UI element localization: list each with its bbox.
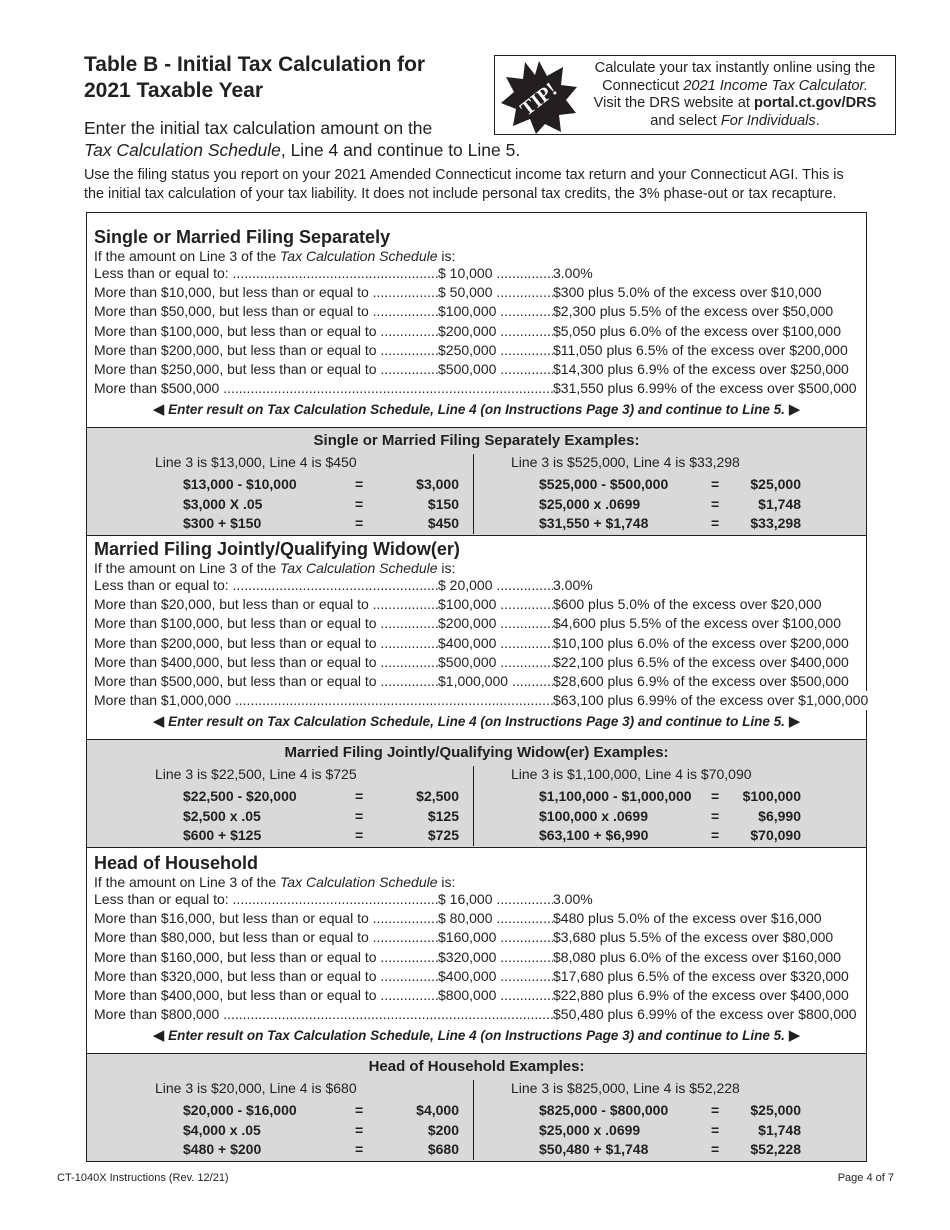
- equals-sign: =: [711, 1102, 720, 1118]
- example-expression: $25,000 x .0699: [539, 1121, 641, 1138]
- bracket-description: More than $200,000, but less than or equal to .....: [94, 634, 438, 653]
- example-result: $2,500: [416, 788, 459, 804]
- section-intro-prefix: If the amount on Line 3 of the: [94, 560, 281, 576]
- example-line: [539, 1121, 799, 1140]
- bracket-description: More than $20,000, but less than or equal to .....: [94, 595, 438, 614]
- rate-row: [94, 341, 866, 360]
- tip-website-link[interactable]: portal.ct.gov/DRS: [753, 95, 877, 111]
- rate-row: [94, 379, 866, 398]
- bracket-amount: $500,000 .....: [438, 653, 553, 672]
- example-subtitle: Line 3 is $20,000, Line 4 is $680: [155, 1080, 357, 1096]
- section-intro-italic: Tax Calculation Schedule: [280, 874, 438, 890]
- bracket-description: Less than or equal to: .....: [94, 890, 438, 909]
- title-line-2: 2021 Taxable Year: [84, 79, 264, 102]
- example-line: [183, 1140, 459, 1159]
- section-intro: [94, 248, 455, 265]
- equals-sign: =: [355, 515, 364, 531]
- tip-text: [579, 60, 891, 130]
- example-result: $33,298: [750, 515, 801, 531]
- section-intro-prefix: If the amount on Line 3 of the: [94, 874, 281, 890]
- section-intro-italic: Tax Calculation Schedule: [280, 248, 438, 264]
- rate-row: [94, 1005, 866, 1024]
- bracket-tax: $3,680 plus 5.5% of the excess over $80,000: [553, 929, 834, 946]
- examples-divider: [473, 1080, 474, 1160]
- example-result: $1,748: [758, 495, 801, 512]
- example-line: [539, 1101, 799, 1120]
- bracket-description: More than $16,000, but less than or equal to .....: [94, 909, 438, 928]
- bracket-description: More than $250,000, but less than or equal to .....: [94, 360, 438, 379]
- bracket-tax: $11,050 plus 6.5% of the excess over $200,000: [553, 341, 848, 358]
- section-intro: [94, 560, 455, 577]
- example-expression: $25,000 x .0699: [539, 495, 641, 512]
- arrow-left-icon: ◀: [152, 401, 165, 418]
- example-expression: $50,480 + $1,748: [539, 1141, 649, 1157]
- bracket-description: More than $50,000, but less than or equal to .....: [94, 302, 438, 321]
- enter-note-line-1: Enter the initial tax calculation amount on the: [84, 118, 433, 138]
- example-expression: $22,500 - $20,000: [183, 788, 297, 804]
- arrow-right-icon: ▶: [788, 713, 801, 730]
- bracket-tax: $5,050 plus 6.0% of the excess over $100,000: [553, 322, 841, 339]
- example-line: [183, 807, 459, 826]
- bracket-tax: $600 plus 5.0% of the excess over $20,000: [553, 596, 822, 613]
- bracket-tax: $63,100 plus 6.99% of the excess over $1,000,000: [553, 692, 869, 709]
- section-intro-suffix: is:: [437, 874, 456, 890]
- enter-result-note: [86, 1027, 867, 1045]
- example-expression: $4,000 x .05: [183, 1121, 261, 1138]
- page-title: [84, 52, 425, 104]
- bracket-description: More than $400,000, but less than or equal to .....: [94, 986, 438, 1005]
- rate-row: [94, 909, 866, 928]
- examples-divider: [473, 454, 474, 534]
- bracket-tax: $22,880 plus 6.9% of the excess over $400,000: [553, 987, 849, 1003]
- equals-sign: =: [711, 476, 720, 492]
- example-subtitle: Line 3 is $22,500, Line 4 is $725: [155, 766, 357, 782]
- tip-box: [494, 55, 896, 135]
- example-result: $100,000: [742, 788, 801, 804]
- bracket-amount: $200,000 .....: [438, 614, 553, 633]
- bracket-tax: $10,100 plus 6.0% of the excess over $200,000: [553, 634, 849, 651]
- section-title: Married Filing Jointly/Qualifying Widow(er): [94, 539, 460, 559]
- rate-row: [94, 967, 866, 986]
- tip-line-1: Calculate your tax instantly online using the: [594, 60, 876, 76]
- bracket-amount: $400,000 .....: [438, 634, 553, 653]
- examples-title: Head of Household Examples:: [368, 1058, 585, 1075]
- example-result: $25,000: [750, 1102, 801, 1118]
- example-result: $680: [427, 1141, 459, 1157]
- bracket-amount: $ 80,000 .....: [438, 909, 553, 928]
- bracket-tax: $4,600 plus 5.5% of the excess over $100,000: [553, 615, 841, 632]
- tip-line-2: [579, 78, 891, 96]
- rate-row: [94, 634, 866, 653]
- examples-panel: [87, 427, 866, 536]
- bracket-amount: $100,000 .....: [438, 302, 553, 321]
- bracket-description: More than $160,000, but less than or equal to .....: [94, 948, 438, 967]
- arrow-left-icon: ◀: [152, 713, 165, 730]
- bracket-tax: $480 plus 5.0% of the excess over $16,000: [553, 910, 822, 927]
- example-expression: $2,500 x .05: [183, 807, 261, 824]
- tip-line-4-prefix: and select: [650, 112, 721, 129]
- bracket-tax: 3.00%: [553, 265, 593, 281]
- example-line: [183, 826, 459, 845]
- tip-line-4-suffix: .: [815, 112, 820, 129]
- intro-line-2: the initial tax calculation of your tax liability. It does not include personal tax credits, the 3% phase-out or tax recapture.: [84, 186, 837, 202]
- bracket-tax: 3.00%: [553, 891, 593, 907]
- example-line: [539, 514, 799, 533]
- enter-result-note: [86, 401, 867, 419]
- example-expression: $3,000 X .05: [183, 495, 263, 512]
- equals-sign: =: [355, 495, 364, 512]
- example-result: $1,748: [758, 1121, 801, 1138]
- bracket-tax: $17,680 plus 6.5% of the excess over $320,000: [553, 967, 849, 984]
- example-line: [183, 475, 459, 494]
- arrow-left-icon: ◀: [152, 1027, 165, 1044]
- example-expression: $600 + $125: [183, 827, 262, 843]
- bracket-amount: $ 50,000 .....: [438, 283, 553, 302]
- bracket-description: More than $10,000, but less than or equal to .....: [94, 283, 438, 302]
- equals-sign: =: [355, 788, 364, 804]
- bracket-tax: 3.00%: [553, 577, 593, 593]
- rate-row: [94, 890, 866, 909]
- bracket-tax: $50,480 plus 6.99% of the excess over $800,000: [553, 1006, 857, 1023]
- example-result: $4,000: [416, 1102, 459, 1118]
- tip-line-2-prefix: Connecticut: [602, 77, 684, 94]
- example-line: [539, 1140, 799, 1159]
- enter-note-suffix: , Line 4 and continue to Line 5.: [280, 140, 521, 160]
- examples-panel: [87, 739, 866, 848]
- enter-note-line-2: [84, 139, 520, 161]
- example-subtitle: Line 3 is $525,000, Line 4 is $33,298: [511, 454, 740, 470]
- example-result: $125: [427, 807, 459, 824]
- arrow-right-icon: ▶: [788, 1027, 801, 1044]
- section-title: Head of Household: [94, 853, 259, 873]
- bracket-description: More than $400,000, but less than or equal to .....: [94, 653, 438, 672]
- bracket-amount: $ 20,000 .....: [438, 576, 553, 595]
- example-subtitle: Line 3 is $1,100,000, Line 4 is $70,090: [511, 766, 752, 782]
- bracket-description: More than $80,000, but less than or equal to .....: [94, 928, 438, 947]
- rate-row: [94, 595, 866, 614]
- bracket-amount: $ 16,000 .....: [438, 890, 553, 909]
- bracket-amount: $250,000 .....: [438, 341, 553, 360]
- bracket-description: More than $500,000, but less than or equal to .....: [94, 672, 438, 691]
- equals-sign: =: [355, 807, 364, 824]
- equals-sign: =: [355, 827, 364, 843]
- example-line: [183, 787, 459, 806]
- bracket-amount: $400,000 .....: [438, 967, 553, 986]
- tip-calculator-name: 2021 Income Tax Calculator.: [683, 77, 868, 94]
- bracket-amount: $500,000 .....: [438, 360, 553, 379]
- bracket-amount: $1,000,000 .....: [438, 672, 553, 691]
- bracket-description: More than $100,000, but less than or equal to .....: [94, 322, 438, 341]
- equals-sign: =: [355, 1102, 364, 1118]
- example-expression: $100,000 x .0699: [539, 807, 648, 824]
- rate-row: [94, 691, 869, 710]
- intro-line-1: Use the filing status you report on your 2021 Amended Connecticut income tax return and your Connecticut AGI. This is: [84, 167, 844, 183]
- example-line: [539, 475, 799, 494]
- bracket-description: More than $320,000, but less than or equal to .....: [94, 967, 438, 986]
- arrow-right-icon: ▶: [788, 401, 801, 418]
- enter-note: [84, 117, 520, 161]
- bracket-amount: $800,000 .....: [438, 986, 553, 1005]
- equals-sign: =: [711, 827, 720, 843]
- bracket-tax: $8,080 plus 6.0% of the excess over $160,000: [553, 948, 841, 965]
- example-expression: $480 + $200: [183, 1141, 262, 1157]
- rate-row: [94, 576, 866, 595]
- bracket-amount: $200,000 .....: [438, 322, 553, 341]
- bracket-tax: $2,300 plus 5.5% of the excess over $50,000: [553, 303, 834, 320]
- tip-line-3: [579, 95, 891, 113]
- title-line-1: Table B - Initial Tax Calculation for: [84, 53, 426, 76]
- examples-panel: [87, 1053, 866, 1162]
- rate-row: [94, 283, 866, 302]
- rate-row: [94, 614, 866, 633]
- example-expression: $13,000 - $10,000: [183, 476, 297, 492]
- bracket-description: More than $500,000 .....: [94, 379, 553, 398]
- footer-page-number: Page 4 of 7: [837, 1172, 894, 1184]
- examples-title: Single or Married Filing Separately Examples:: [313, 432, 640, 449]
- example-expression: $20,000 - $16,000: [183, 1102, 297, 1118]
- tip-line-4: [579, 113, 891, 131]
- equals-sign: =: [355, 1141, 364, 1157]
- section-intro: [94, 874, 455, 891]
- example-line: [183, 514, 459, 533]
- equals-sign: =: [355, 1121, 364, 1138]
- example-expression: $525,000 - $500,000: [539, 476, 669, 492]
- rate-row: [94, 928, 866, 947]
- tip-star-icon: [499, 59, 579, 135]
- bracket-tax: $14,300 plus 6.9% of the excess over $250,000: [553, 361, 849, 377]
- equals-sign: =: [711, 788, 720, 804]
- bracket-description: More than $800,000 .....: [94, 1005, 553, 1024]
- example-expression: $1,100,000 - $1,000,000: [539, 788, 692, 804]
- section-intro-suffix: is:: [437, 248, 456, 264]
- equals-sign: =: [711, 515, 720, 531]
- example-result: $3,000: [416, 476, 459, 492]
- bracket-description: More than $1,000,000 .....: [94, 691, 553, 710]
- example-subtitle: Line 3 is $825,000, Line 4 is $52,228: [511, 1080, 740, 1096]
- enter-result-note: [86, 713, 867, 731]
- example-result: $150: [427, 495, 459, 512]
- example-line: [183, 1101, 459, 1120]
- example-line: [539, 787, 799, 806]
- example-result: $25,000: [750, 476, 801, 492]
- examples-title: Married Filing Jointly/Qualifying Widow(er) Examples:: [284, 744, 669, 761]
- example-line: [183, 495, 459, 514]
- example-line: [539, 495, 799, 514]
- rate-row: [94, 264, 866, 283]
- bracket-tax: $31,550 plus 6.99% of the excess over $500,000: [553, 380, 857, 397]
- tip-badge-text: TIP!: [516, 78, 562, 121]
- example-result: $52,228: [750, 1141, 801, 1157]
- rate-row: [94, 672, 866, 691]
- bracket-amount: $320,000 .....: [438, 948, 553, 967]
- rate-row: [94, 948, 866, 967]
- rate-row: [94, 986, 866, 1005]
- example-line: [539, 807, 799, 826]
- bracket-description: Less than or equal to: .....: [94, 264, 438, 283]
- example-expression: $825,000 - $800,000: [539, 1102, 669, 1118]
- enter-note-italic: Tax Calculation Schedule: [84, 140, 281, 160]
- example-expression: $300 + $150: [183, 515, 262, 531]
- bracket-tax: $22,100 plus 6.5% of the excess over $400,000: [553, 653, 849, 670]
- section-intro-suffix: is:: [437, 560, 456, 576]
- bracket-description: Less than or equal to: .....: [94, 576, 438, 595]
- example-subtitle: Line 3 is $13,000, Line 4 is $450: [155, 454, 357, 470]
- example-expression: $31,550 + $1,748: [539, 515, 649, 531]
- equals-sign: =: [711, 807, 720, 824]
- enter-result-text: Enter result on Tax Calculation Schedule, Line 4 (on Instructions Page 3) and continue to Line 5.: [168, 714, 785, 729]
- bracket-description: More than $200,000, but less than or equal to .....: [94, 341, 438, 360]
- example-line: [183, 1121, 459, 1140]
- example-result: $200: [427, 1121, 459, 1138]
- example-line: [539, 826, 799, 845]
- tip-line-3-prefix: Visit the DRS website at: [593, 95, 754, 111]
- example-expression: $63,100 + $6,990: [539, 827, 649, 843]
- example-result: $6,990: [758, 807, 801, 824]
- rate-row: [94, 322, 866, 341]
- intro-paragraph: [84, 166, 874, 204]
- bracket-amount: $100,000 .....: [438, 595, 553, 614]
- rate-row: [94, 360, 866, 379]
- section-intro-italic: Tax Calculation Schedule: [280, 560, 438, 576]
- section-intro-prefix: If the amount on Line 3 of the: [94, 248, 281, 264]
- bracket-tax: $28,600 plus 6.9% of the excess over $500,000: [553, 673, 849, 689]
- tip-for-individuals: For Individuals: [720, 112, 816, 129]
- example-result: $70,090: [750, 827, 801, 843]
- bracket-tax: $300 plus 5.0% of the excess over $10,000: [553, 284, 822, 301]
- equals-sign: =: [711, 1121, 720, 1138]
- rate-row: [94, 302, 866, 321]
- section-title: Single or Married Filing Separately: [94, 227, 391, 247]
- equals-sign: =: [711, 495, 720, 512]
- equals-sign: =: [711, 1141, 720, 1157]
- enter-result-text: Enter result on Tax Calculation Schedule, Line 4 (on Instructions Page 3) and continue to Line 5.: [168, 402, 785, 417]
- footer-form-id: CT-1040X Instructions (Rev. 12/21): [57, 1172, 229, 1184]
- bracket-amount: $ 10,000 .....: [438, 264, 553, 283]
- example-result: $725: [427, 827, 459, 843]
- bracket-description: More than $100,000, but less than or equal to .....: [94, 614, 438, 633]
- enter-result-text: Enter result on Tax Calculation Schedule, Line 4 (on Instructions Page 3) and continue to Line 5.: [168, 1028, 785, 1043]
- equals-sign: =: [355, 476, 364, 492]
- bracket-amount: $160,000 .....: [438, 928, 553, 947]
- rate-row: [94, 653, 866, 672]
- examples-divider: [473, 766, 474, 846]
- example-result: $450: [427, 515, 459, 531]
